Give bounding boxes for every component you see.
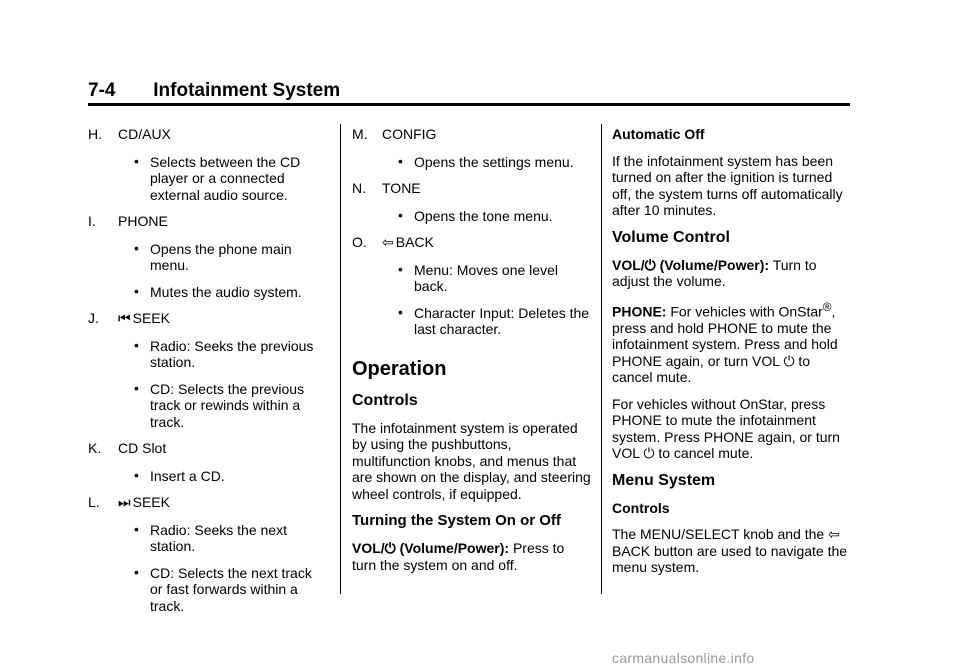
bullet-icon: • xyxy=(398,260,403,277)
item-k: K. CD Slot xyxy=(88,440,167,456)
vol-label: VOL/⏻ (Volume/Power): xyxy=(352,540,510,556)
list-item: • Menu: Moves one level back. xyxy=(398,260,558,294)
column-3 xyxy=(612,126,852,586)
item-o: O. ⇦ BACK xyxy=(352,234,434,250)
list-item: • Opens the tone menu. xyxy=(398,206,553,224)
seek-next-icon: ⏭ xyxy=(118,494,131,510)
controls-subheading: Controls xyxy=(612,499,670,516)
phone-label: PHONE: xyxy=(612,303,667,320)
bullet-icon: • xyxy=(134,282,139,299)
vol-paragraph: VOL/⏻ (Volume/Power): Turn to adjust the volume. xyxy=(612,256,817,289)
item-j: J. ⏮ SEEK xyxy=(88,310,170,326)
bullet-icon: • xyxy=(134,520,139,537)
menu-paragraph: The MENU/SELECT knob and the ⇦ BACK button are used to navigate the menu system. xyxy=(612,526,848,576)
list-item: • Radio: Seeks the previous station. xyxy=(134,336,314,370)
page-header xyxy=(88,80,340,102)
item-m: M. CONFIG xyxy=(352,126,437,142)
bullet-icon: • xyxy=(134,239,139,256)
item-label: PHONE xyxy=(118,213,168,229)
item-h: H. CD/AUX xyxy=(88,126,171,142)
list-item: • Character Input: Deletes the last character. xyxy=(398,303,590,337)
menu-heading: Menu System xyxy=(612,471,716,489)
vol-label: VOL/⏻ (Volume/Power): xyxy=(612,256,770,273)
auto-off-paragraph: If the infotainment system has been turned on after the ignition is turned off, the system turns off automatically after 10 minutes. xyxy=(612,152,843,218)
list-item: • Opens the settings menu. xyxy=(398,152,574,170)
list-item: • CD: Selects the next track or fast forwards within a track. xyxy=(134,563,312,614)
column-divider xyxy=(601,124,602,594)
item-n: N. TONE xyxy=(352,180,421,196)
page-number: 7-4 xyxy=(88,80,116,101)
watermark: carmanualsonline.info xyxy=(612,650,755,666)
column-divider xyxy=(340,124,341,594)
registered-mark: ® xyxy=(822,300,832,314)
bullet-icon: • xyxy=(398,206,403,223)
list-item: • Insert a CD. xyxy=(134,466,225,484)
bullet-icon: • xyxy=(398,303,403,320)
column-2 xyxy=(352,126,592,583)
vol-paragraph: VOL/⏻ (Volume/Power): Press to turn the system on and off. xyxy=(352,540,565,573)
header-rule xyxy=(88,103,850,106)
no-onstar-paragraph: For vehicles without OnStar, press PHONE to mute the infotainment system. Press PHONE again, or turn VOL ⏻ to cancel mute. xyxy=(612,395,840,462)
item-i: I. PHONE xyxy=(88,213,168,229)
back-arrow-icon: ⇦ xyxy=(382,234,394,250)
list-item: • Mutes the audio system. xyxy=(134,282,302,300)
bullet-icon: • xyxy=(398,152,403,169)
bullet-icon: • xyxy=(134,336,139,353)
section-title: Infotainment System xyxy=(153,80,341,101)
item-label: CD Slot xyxy=(118,440,167,456)
controls-paragraph: The infotainment system is operated by using the pushbuttons, multifunction knobs, and menus that are shown on the display, and steering wheel controls, if equipped. xyxy=(352,419,591,502)
seek-previous-icon: ⏮ xyxy=(118,310,131,326)
list-item: • Opens the phone main menu. xyxy=(134,239,292,273)
item-label: TONE xyxy=(382,180,421,196)
bullet-icon: • xyxy=(134,152,139,169)
auto-off-heading: Automatic Off xyxy=(612,126,705,142)
turning-heading: Turning the System On or Off xyxy=(352,512,561,529)
volume-heading: Volume Control xyxy=(612,228,730,246)
item-l: L. ⏭ SEEK xyxy=(88,494,170,510)
item-label: SEEK xyxy=(132,310,170,326)
item-label: CD/AUX xyxy=(118,126,171,142)
column-1 xyxy=(88,126,328,624)
operation-heading: Operation xyxy=(352,357,447,380)
list-item: • Selects between the CD player or a connected external audio source. xyxy=(134,152,301,203)
item-label: BACK xyxy=(395,234,434,250)
bullet-icon: • xyxy=(134,466,139,483)
list-item: • CD: Selects the previous track or rewinds within a track. xyxy=(134,379,305,430)
item-label: SEEK xyxy=(132,494,170,510)
controls-heading: Controls xyxy=(352,391,418,409)
bullet-icon: • xyxy=(134,563,139,580)
bullet-icon: • xyxy=(134,379,139,396)
phone-paragraph: PHONE: For vehicles with OnStar®, press and hold PHONE to mute the infotainment system. Press and hold PHONE again, or turn VOL ⏻ to cancel mute. xyxy=(612,300,838,386)
list-item: • Radio: Seeks the next station. xyxy=(134,520,287,554)
item-label: CONFIG xyxy=(382,126,437,142)
